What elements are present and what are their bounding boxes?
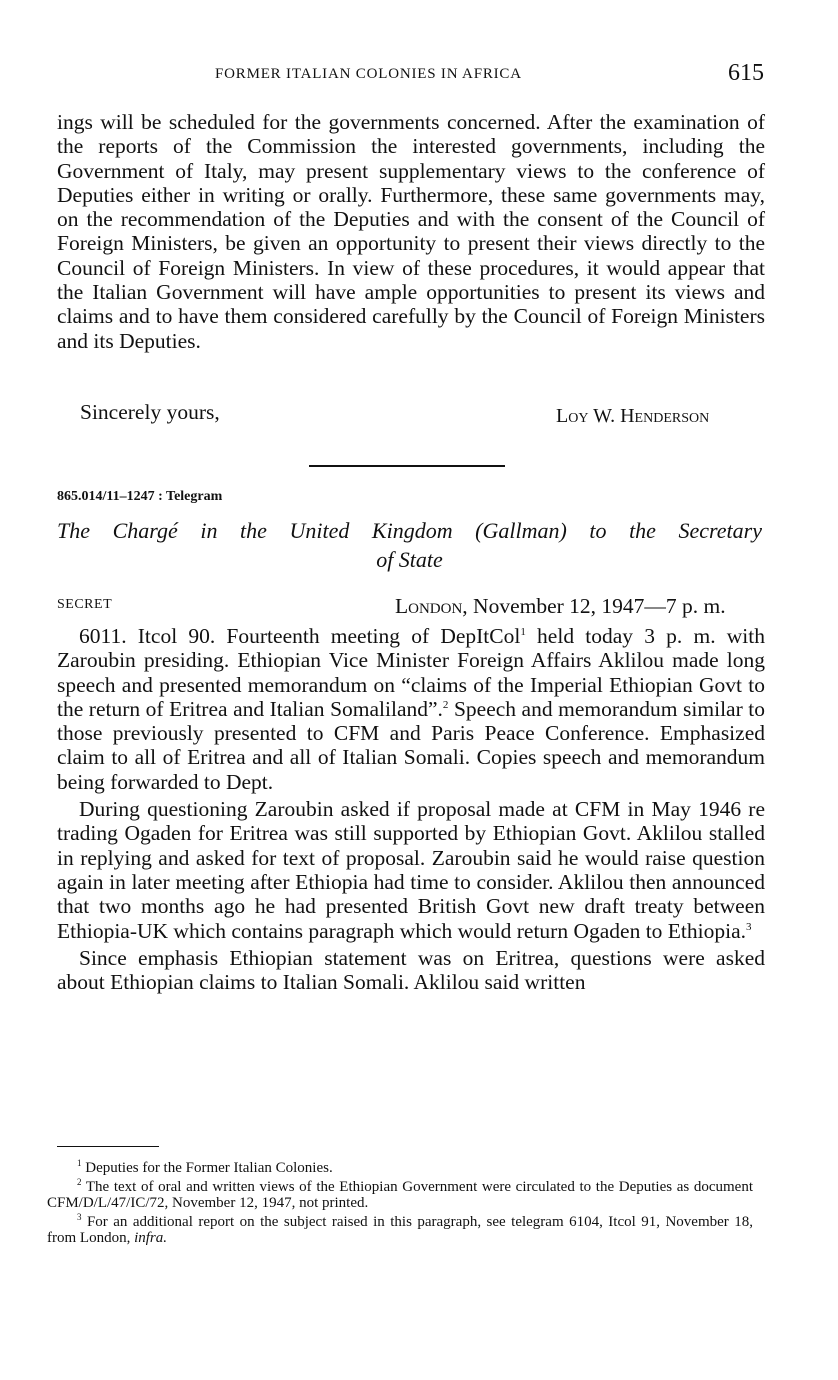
footnote-italic-ref: infra. bbox=[134, 1230, 168, 1246]
telegram-heading bbox=[57, 516, 762, 574]
paragraph-1-part-c: Speech and memorandum similar to those previously presented to CFM and Paris Peace Conference. Emphasized claim to all of Eritrea and all of Italian Somali. Copies speech and memorandum being forwarded to Dept. bbox=[57, 696, 765, 794]
telegram-heading-line2: of State bbox=[376, 547, 443, 572]
footnote-3 bbox=[47, 1211, 753, 1247]
dateline-place: London, bbox=[395, 594, 468, 618]
footnote-1 bbox=[47, 1160, 753, 1177]
paragraph-2-text: During questioning Zaroubin asked if proposal made at CFM in May 1946 re trading Ogaden for Eritrea was still supported by Ethiopian Govt. Aklilou stalled in replying and asked for text of proposal. Zaroubin said he would raise question again in later meeting after Ethiopia had time to consider. Aklilou then announced that two months ago he had presented British Govt new draft treaty between Ethiopia-UK which contains paragraph which would return Ogaden to Ethiopia. bbox=[57, 797, 765, 943]
paragraph-1-part-b: held today 3 p. m. with Zaroubin presiding. Ethiopian Vice Minister Foreign Affairs Aklilou made long speech and presented memorandum on “claims of the Imperial Ethiopian Govt to the return of Eritrea and Italian Somaliland”. bbox=[57, 624, 766, 721]
telegram-paragraph-3: Since emphasis Ethiopian statement was on Eritrea, questions were asked about Ethiopian claims to Italian Somali. Aklilou said written bbox=[57, 945, 765, 995]
footnote-divider bbox=[57, 1146, 159, 1147]
letter-continuation bbox=[57, 110, 765, 353]
footnote-marker: 3 bbox=[77, 1211, 82, 1222]
letter-closing: Sincerely yours, bbox=[80, 400, 220, 424]
telegram-paragraph-1 bbox=[57, 624, 765, 794]
telegram-body bbox=[57, 624, 765, 994]
letter-paragraph: ings will be scheduled for the governments concerned. After the examination of the reports of the Commission the interested governments, including the Government of Italy, may present supplementary views to the conference of Deputies either in writing or orally. Furthermore, these same governments may, on the recommendation of the Deputies and with the consent of the Council of Foreign Ministers, be given an opportunity to present their views directly to the Council of Foreign Ministers. In view of these procedures, it would appear that the Italian Government will have ample opportunities to present its views and claims and to have them considered carefully by the Council of Foreign Ministers and its Deputies. bbox=[57, 110, 765, 353]
running-head: FORMER ITALIAN COLONIES IN AFRICA bbox=[215, 66, 522, 82]
letter-signature: Loy W. Henderson bbox=[556, 405, 710, 427]
footnotes bbox=[47, 1160, 753, 1249]
footnote-marker: 1 bbox=[77, 1158, 82, 1168]
footnote-ref-1: 1 bbox=[520, 625, 526, 638]
classification-label: SECRET bbox=[57, 597, 113, 612]
page-number: 615 bbox=[728, 60, 764, 86]
footnote-text: For an additional report on the subject raised in this paragraph, see telegram 6104, Itcol 91, November 18, from London, bbox=[47, 1213, 753, 1246]
telegram-heading-line1: The Chargé in the United Kingdom (Gallman) to the Secretary bbox=[57, 518, 762, 543]
footnote-text: Deputies for the Former Italian Colonies. bbox=[85, 1160, 333, 1176]
section-divider bbox=[309, 465, 505, 467]
telegram-file-number: 865.014/11–1247 : Telegram bbox=[57, 489, 223, 504]
footnote-text: The text of oral and written views of the Ethiopian Government were circulated to the Deputies as document CFM/D/L/47/IC/72, November 12, 1947, not printed. bbox=[47, 1178, 754, 1211]
dateline bbox=[395, 594, 726, 619]
paragraph-1-part-a: 6011. Itcol 90. Fourteenth meeting of DepItCol bbox=[79, 624, 521, 648]
footnote-ref-2: 2 bbox=[442, 698, 449, 711]
telegram-paragraph-2 bbox=[57, 797, 765, 943]
dateline-date: November 12, 1947—7 p. m. bbox=[473, 594, 726, 618]
footnote-2 bbox=[47, 1176, 754, 1212]
footnote-marker: 2 bbox=[77, 1176, 82, 1187]
footnote-ref-3: 3 bbox=[746, 920, 752, 933]
